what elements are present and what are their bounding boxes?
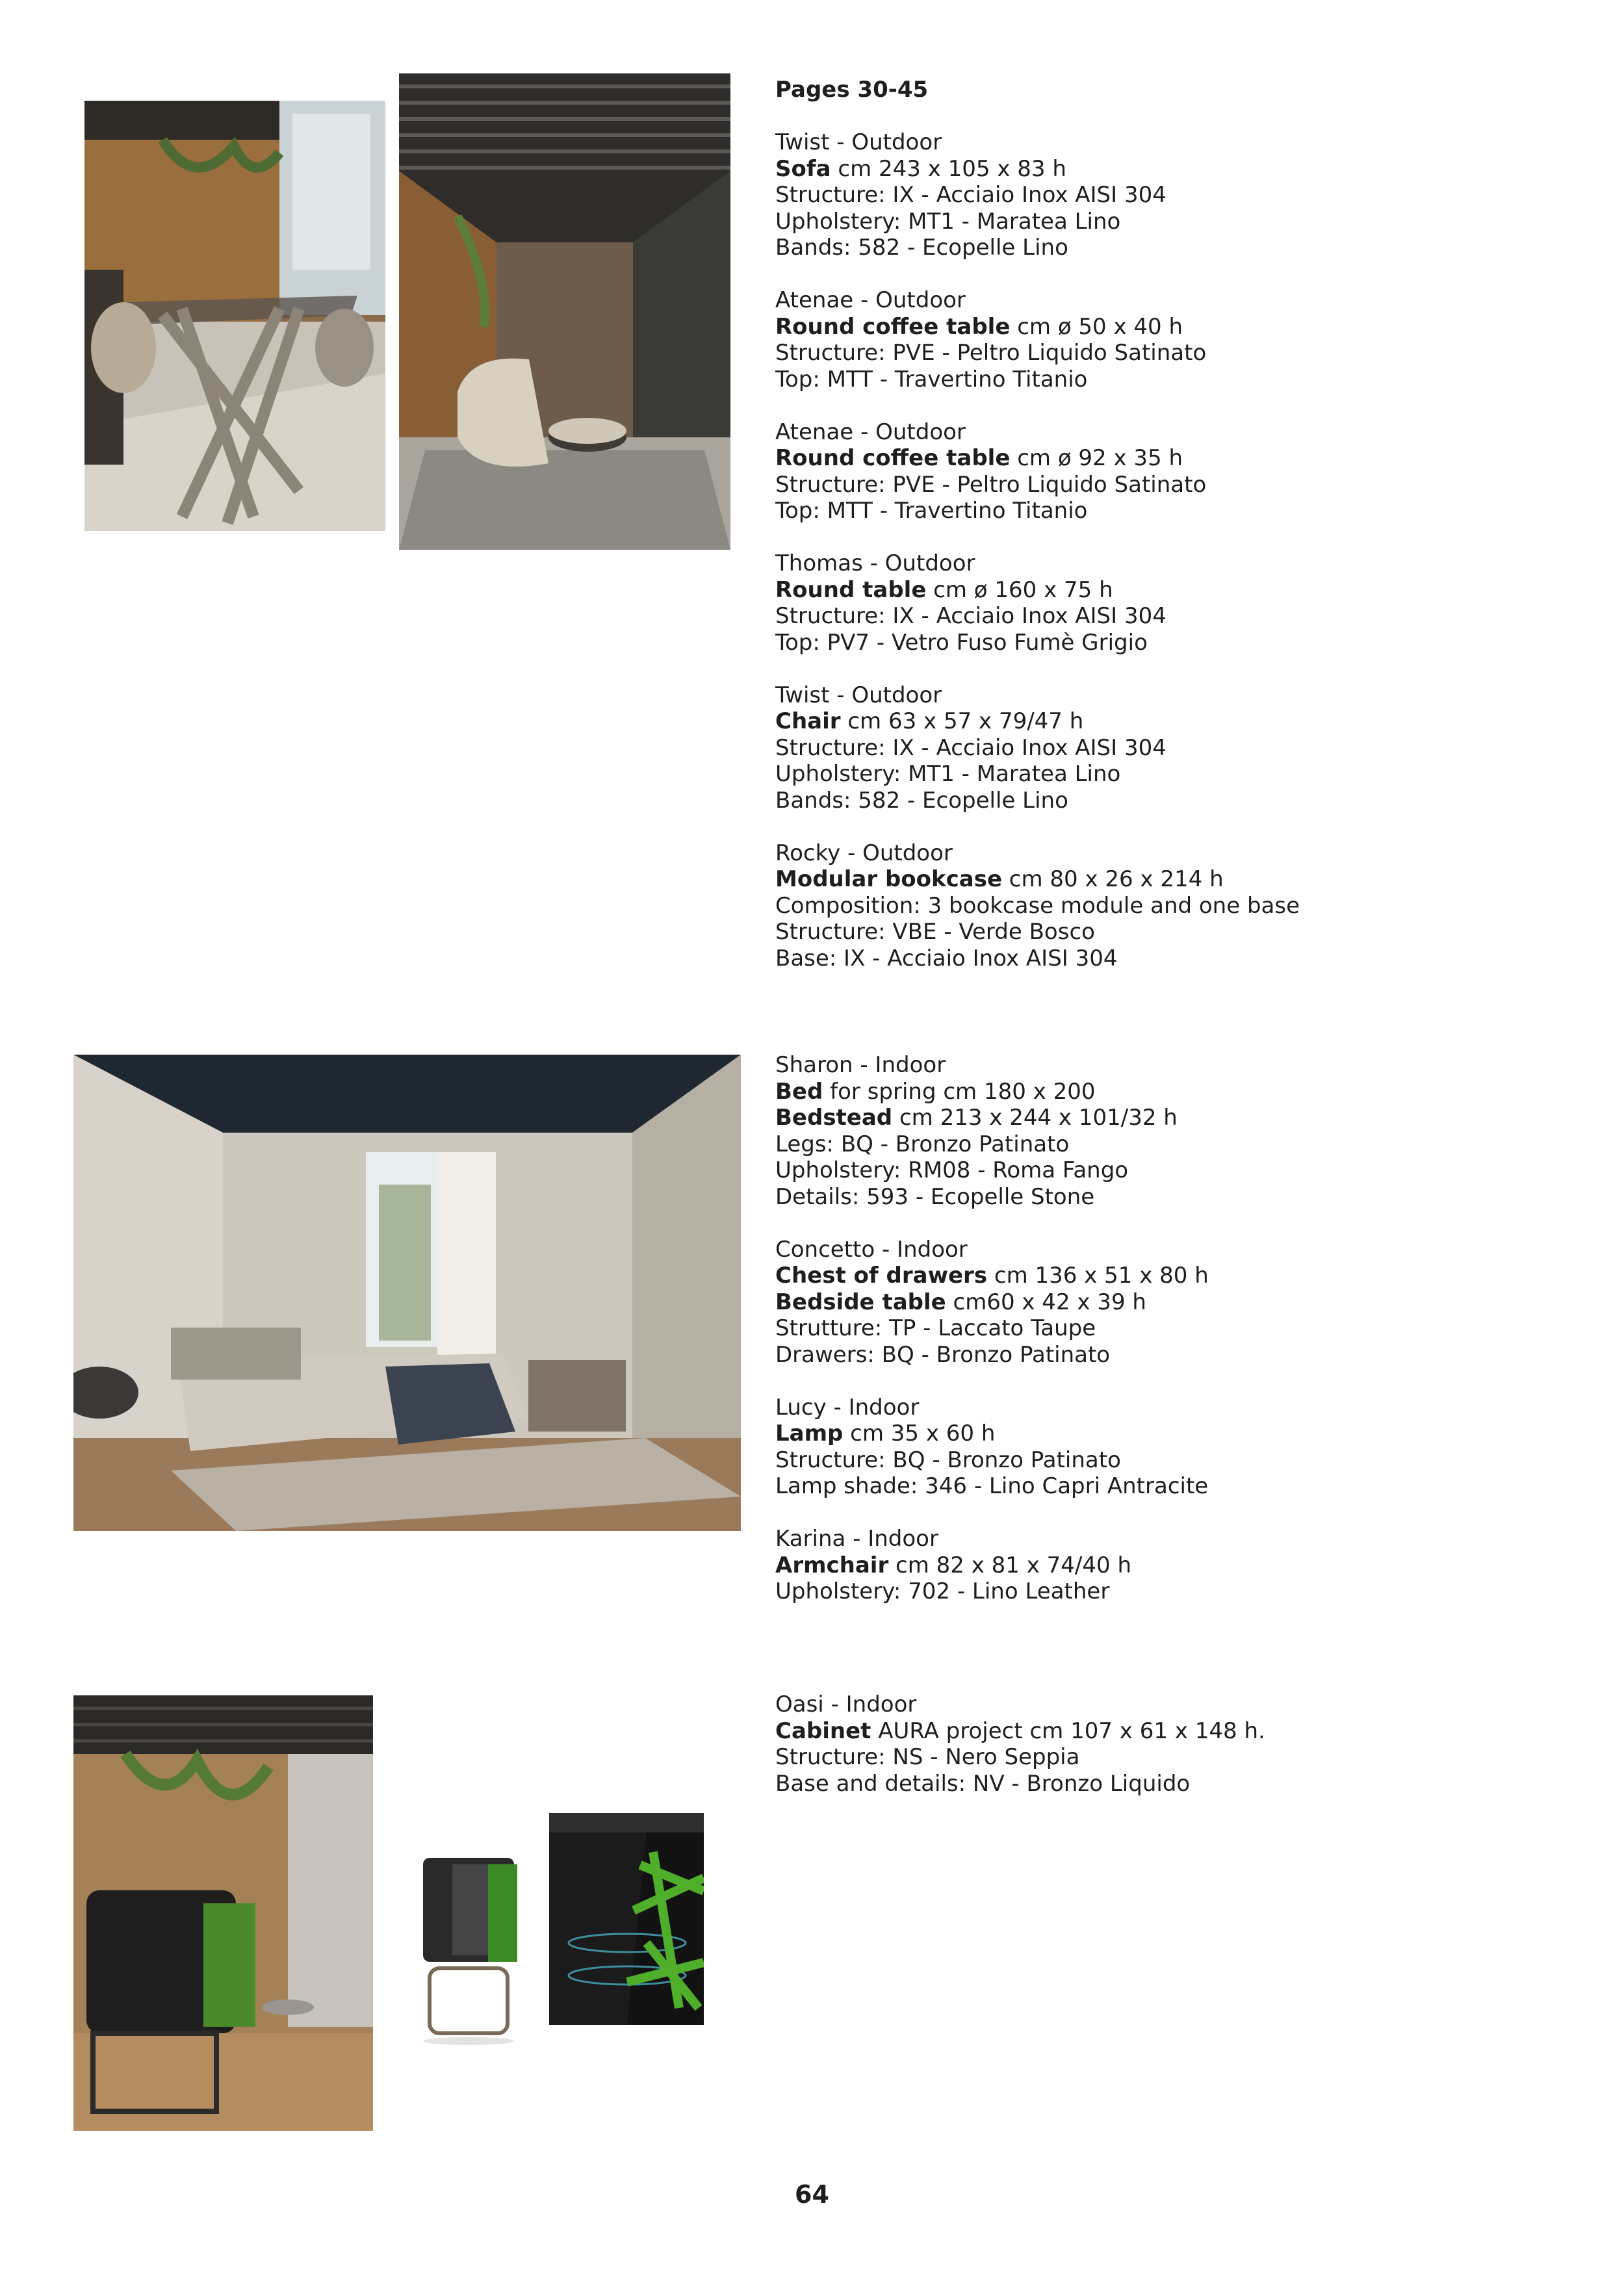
product-collection: Karina - Indoor bbox=[775, 1526, 938, 1552]
product-type: Round coffee table bbox=[775, 313, 1011, 340]
cabinet-room-photo bbox=[73, 1695, 373, 2131]
product-spec: Upholstery: RM08 - Roma Fango bbox=[775, 1157, 1129, 1183]
product-entry bbox=[775, 1052, 1209, 1210]
product-spec: Structure: PVE - Peltro Liquido Satinato bbox=[775, 471, 1207, 498]
product-list-section-2 bbox=[775, 1052, 1209, 1631]
product-size: cm 136 x 51 x 80 h bbox=[987, 1263, 1209, 1289]
product-size: cm 213 x 244 x 101/32 h bbox=[892, 1105, 1178, 1131]
product-spec: Structure: IX - Acciaio Inox AISI 304 bbox=[775, 182, 1166, 208]
product-spec: Top: PV7 - Vetro Fuso Fumè Grigio bbox=[775, 629, 1148, 656]
product-type: Sofa bbox=[775, 155, 831, 182]
product-spec: Strutture: TP - Laccato Taupe bbox=[775, 1315, 1096, 1341]
product-list-section-1 bbox=[775, 77, 1300, 998]
product-size: AURA project cm 107 x 61 x 148 h. bbox=[871, 1717, 1265, 1744]
product-collection: Atenae - Outdoor bbox=[775, 287, 966, 313]
product-entry bbox=[775, 840, 1300, 972]
product-size: cm ø 160 x 75 h bbox=[926, 576, 1113, 603]
product-entry bbox=[775, 682, 1300, 814]
product-spec: Lamp shade: 346 - Lino Capri Antracite bbox=[775, 1473, 1209, 1499]
product-spec: Structure: PVE - Peltro Liquido Satinato bbox=[775, 340, 1207, 366]
product-spec: Drawers: BQ - Bronzo Patinato bbox=[775, 1341, 1111, 1368]
page-range-heading: Pages 30-45 bbox=[775, 77, 929, 103]
product-type: Cabinet bbox=[775, 1717, 871, 1744]
product-spec: Bands: 582 - Ecopelle Lino bbox=[775, 787, 1068, 814]
product-size: cm ø 92 x 35 h bbox=[1010, 445, 1183, 471]
product-type: Bedstead bbox=[775, 1105, 893, 1131]
product-list-section-3 bbox=[775, 1691, 1265, 1823]
product-collection: Concetto - Indoor bbox=[775, 1236, 968, 1263]
product-spec: Composition: 3 bookcase module and one base bbox=[775, 892, 1300, 919]
product-type: Chest of drawers bbox=[775, 1263, 988, 1289]
product-collection: Atenae - Outdoor bbox=[775, 418, 966, 445]
product-type: Armchair bbox=[775, 1552, 889, 1578]
product-size: for spring cm 180 x 200 bbox=[823, 1078, 1096, 1105]
product-spec: Structure: BQ - Bronzo Patinato bbox=[775, 1446, 1121, 1473]
product-entry bbox=[775, 1526, 1209, 1605]
product-type: Modular bookcase bbox=[775, 866, 1002, 892]
product-entry bbox=[775, 550, 1300, 656]
product-size: cm 243 x 105 x 83 h bbox=[831, 155, 1066, 182]
product-spec: Top: MTT - Travertino Titanio bbox=[775, 366, 1088, 392]
product-collection: Thomas - Outdoor bbox=[775, 550, 975, 576]
product-collection: Lucy - Indoor bbox=[775, 1394, 920, 1420]
product-type: Round table bbox=[775, 576, 927, 603]
product-size: cm 35 x 60 h bbox=[843, 1420, 996, 1446]
page-number: 64 bbox=[795, 2180, 829, 2209]
product-entry bbox=[775, 1395, 1209, 1500]
product-spec: Structure: VBE - Verde Bosco bbox=[775, 919, 1095, 945]
product-spec: Base and details: NV - Bronzo Liquido bbox=[775, 1770, 1191, 1797]
product-collection: Twist - Outdoor bbox=[775, 682, 942, 708]
product-spec: Legs: BQ - Bronzo Patinato bbox=[775, 1131, 1070, 1157]
product-collection: Twist - Outdoor bbox=[775, 129, 942, 155]
bedroom-photo bbox=[73, 1055, 741, 1531]
product-size: cm ø 50 x 40 h bbox=[1010, 313, 1183, 340]
product-type: Chair bbox=[775, 708, 841, 734]
product-spec: Structure: NS - Nero Seppia bbox=[775, 1744, 1080, 1770]
product-entry bbox=[775, 287, 1300, 392]
product-size: cm 80 x 26 x 214 h bbox=[1002, 866, 1224, 892]
product-collection: Sharon - Indoor bbox=[775, 1052, 946, 1078]
dining-room-photo bbox=[84, 101, 385, 531]
product-type: Round coffee table bbox=[775, 445, 1011, 471]
product-collection: Rocky - Outdoor bbox=[775, 840, 953, 866]
product-type: Bedside table bbox=[775, 1289, 946, 1315]
product-spec: Base: IX - Acciaio Inox AISI 304 bbox=[775, 945, 1118, 971]
product-entry bbox=[775, 1691, 1265, 1797]
product-entry bbox=[775, 129, 1300, 261]
product-size: cm 63 x 57 x 79/47 h bbox=[840, 708, 1084, 734]
product-type: Bed bbox=[775, 1078, 823, 1105]
product-size: cm 82 x 81 x 74/40 h bbox=[888, 1552, 1132, 1578]
product-spec: Top: MTT - Travertino Titanio bbox=[775, 498, 1088, 524]
product-spec: Upholstery: 702 - Lino Leather bbox=[775, 1578, 1110, 1604]
product-spec: Upholstery: MT1 - Maratea Lino bbox=[775, 208, 1121, 235]
product-entry bbox=[775, 1237, 1209, 1369]
product-spec: Bands: 582 - Ecopelle Lino bbox=[775, 235, 1068, 261]
product-type: Lamp bbox=[775, 1420, 844, 1446]
cabinet-detail-photo bbox=[549, 1813, 704, 2025]
product-entry bbox=[775, 419, 1300, 524]
product-spec: Upholstery: MT1 - Maratea Lino bbox=[775, 761, 1121, 787]
cabinet-product-photo bbox=[413, 1858, 530, 2046]
product-spec: Details: 593 - Ecopelle Stone bbox=[775, 1183, 1095, 1210]
product-spec: Structure: IX - Acciaio Inox AISI 304 bbox=[775, 603, 1166, 629]
product-spec: Structure: IX - Acciaio Inox AISI 304 bbox=[775, 734, 1166, 761]
terrace-lounge-photo bbox=[399, 73, 730, 550]
product-collection: Oasi - Indoor bbox=[775, 1691, 917, 1717]
product-size: cm60 x 42 x 39 h bbox=[946, 1289, 1146, 1315]
